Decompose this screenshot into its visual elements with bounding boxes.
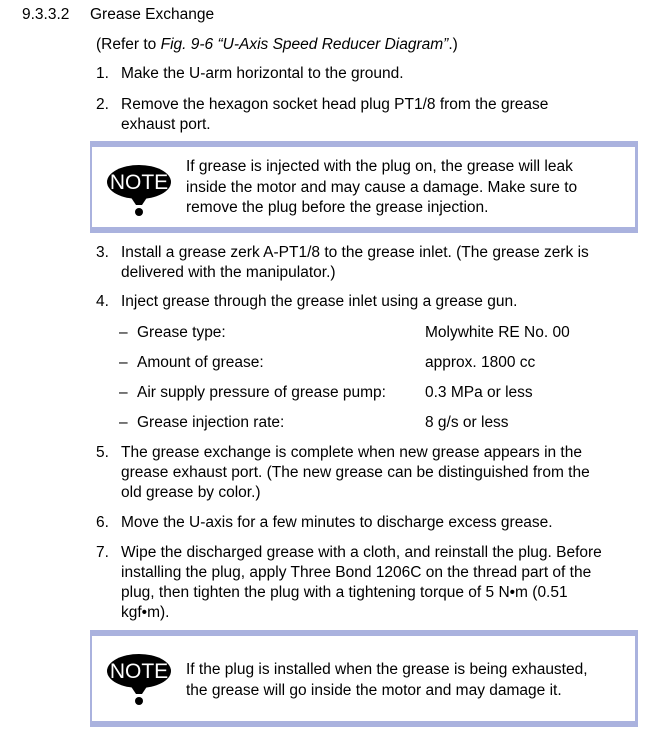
spec-value: 0.3 MPa or less bbox=[425, 384, 533, 401]
step-text: Install a grease zerk A-PT1/8 to the grease inlet. (The grease zerk is bbox=[121, 244, 589, 261]
step-text: delivered with the manipulator.) bbox=[121, 264, 336, 281]
spec-label bbox=[119, 323, 226, 343]
ref-suffix: .) bbox=[448, 36, 458, 53]
note-icon bbox=[106, 161, 172, 217]
note-text bbox=[186, 157, 577, 219]
note-icon-label: NOTE bbox=[109, 660, 169, 683]
spec-label-text: Amount of grease: bbox=[137, 354, 264, 371]
ref-figure-link: Fig. 9-6 “U-Axis Speed Reducer Diagram” bbox=[160, 36, 449, 53]
note-icon bbox=[106, 650, 172, 706]
step-number: 2. bbox=[96, 96, 109, 113]
spec-label bbox=[119, 383, 386, 403]
step-text: Remove the hexagon socket head plug PT1/8 from the grease bbox=[121, 96, 549, 113]
step-number: 4. bbox=[96, 293, 109, 310]
spec-label bbox=[119, 353, 264, 373]
step-text: Move the U-axis for a few minutes to discharge excess grease. bbox=[121, 514, 553, 531]
note-box bbox=[90, 141, 638, 233]
step-number: 7. bbox=[96, 544, 109, 561]
step-text: exhaust port. bbox=[121, 116, 211, 133]
note-line: the grease will go inside the motor and may damage it. bbox=[186, 681, 562, 699]
note-icon-label: NOTE bbox=[109, 171, 169, 194]
step-number: 6. bbox=[96, 514, 109, 531]
step-text: Make the U-arm horizontal to the ground. bbox=[121, 65, 404, 82]
section-title: Grease Exchange bbox=[90, 6, 215, 23]
note-line: remove the plug before the grease injection. bbox=[186, 199, 489, 216]
spec-label bbox=[119, 413, 284, 433]
ref-prefix: (Refer to bbox=[96, 36, 161, 53]
spec-value: Molywhite RE No. 00 bbox=[425, 324, 570, 341]
dash: – bbox=[119, 384, 128, 401]
note-line: If the plug is installed when the grease is being exhausted, bbox=[186, 661, 588, 678]
note-text bbox=[186, 660, 588, 701]
section-number: 9.3.3.2 bbox=[22, 6, 70, 23]
figure-reference bbox=[96, 35, 458, 55]
spec-value: approx. 1800 cc bbox=[425, 354, 536, 371]
note-line: If grease is injected with the plug on, the grease will leak bbox=[186, 158, 573, 175]
step-number: 5. bbox=[96, 444, 109, 461]
step-text: Inject grease through the grease inlet using a grease gun. bbox=[121, 293, 518, 310]
step-text: The grease exchange is complete when new grease appears in the bbox=[121, 444, 582, 461]
spec-label-text: Air supply pressure of grease pump: bbox=[137, 384, 386, 401]
spec-value: 8 g/s or less bbox=[425, 414, 509, 431]
step-text: Wipe the discharged grease with a cloth, and reinstall the plug. Before bbox=[121, 544, 602, 561]
spec-label-text: Grease injection rate: bbox=[137, 414, 285, 431]
step-number: 3. bbox=[96, 244, 109, 261]
dash: – bbox=[119, 324, 128, 341]
spec-label-text: Grease type: bbox=[137, 324, 226, 341]
step-text: old grease by color.) bbox=[121, 484, 261, 501]
dash: – bbox=[119, 354, 128, 371]
step-text: grease exhaust port. (The new grease can be distinguished from the bbox=[121, 464, 590, 481]
step-text: plug, then tighten the plug with a tightening torque of 5 N•m (0.51 bbox=[121, 584, 568, 601]
step-text: kgf•m). bbox=[121, 604, 170, 621]
dash: – bbox=[119, 414, 128, 431]
note-line: inside the motor and may cause a damage. Make sure to bbox=[186, 178, 578, 196]
step-text: installing the plug, apply Three Bond 1206C on the thread part of the bbox=[121, 564, 592, 581]
step-number: 1. bbox=[96, 65, 109, 82]
note-box bbox=[90, 630, 638, 727]
